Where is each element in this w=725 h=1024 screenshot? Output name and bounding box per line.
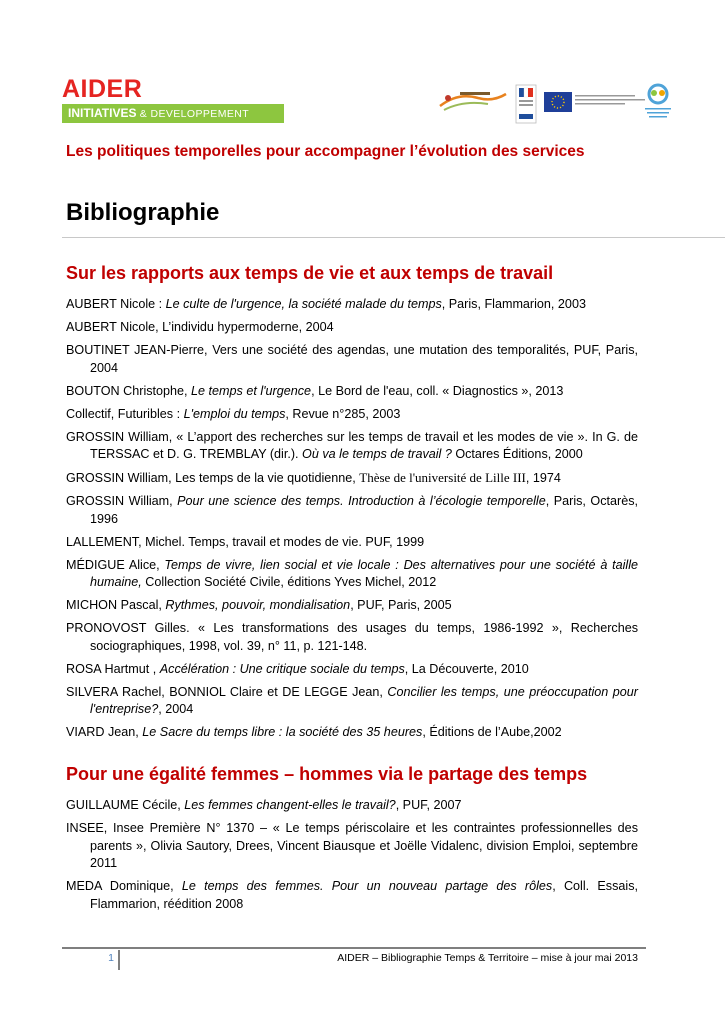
eu-flag-logo <box>544 92 572 112</box>
entry-text: AUBERT Nicole : <box>66 297 166 311</box>
entry-text: Collection Société Civile, éditions Yves Michel, 2012 <box>141 575 437 589</box>
entry-title-italic: Le Sacre du temps libre : la société des 35 heures <box>142 725 423 739</box>
entry-text: MEDA Dominique, <box>66 879 182 893</box>
entry-title-italic: Où va le temps de travail ? <box>302 447 452 461</box>
bibliography-entry <box>66 296 638 314</box>
bibliography-entry <box>66 820 638 873</box>
footer-text: AIDER – Bibliographie Temps & Territoire – mise à jour mai 2013 <box>337 952 638 964</box>
logo-tagline-bar <box>62 104 284 123</box>
bibliography-entry <box>66 493 638 528</box>
entry-text: MICHON Pascal, <box>66 598 166 612</box>
partner-logos <box>438 80 678 130</box>
rurban-logo <box>438 88 508 112</box>
entry-text: MÉDIGUE Alice, <box>66 557 165 572</box>
entry-text: GROSSIN William, <box>66 494 178 508</box>
bibliography-entry <box>66 797 638 815</box>
section-heading-2: Pour une égalité femmes – hommes via le partage des temps <box>66 764 588 784</box>
bibliography-entry <box>66 383 638 401</box>
entry-title-italic: Les femmes changent-elles le travail? <box>184 798 396 812</box>
bibliography-entry <box>66 684 638 719</box>
page-heading: Bibliographie <box>66 199 220 226</box>
entry-text: LALLEMENT, Michel. Temps, travail et modes de vie. PUF, 1999 <box>66 534 425 549</box>
bibliography-entry <box>66 429 638 464</box>
bibliography-entry <box>66 557 638 592</box>
entry-title-italic: Le culte de l'urgence, la société malade du temps <box>165 297 442 311</box>
bibliography-entry <box>66 469 638 488</box>
entry-text: , Le Bord de l'eau, coll. « Diagnostics », 2013 <box>311 383 564 398</box>
entry-text: , Coll. Essais, Flammarion, réédition 2008 <box>90 879 638 911</box>
bibliography-entry <box>66 620 638 655</box>
entry-text: Thèse de l'université de Lille III <box>359 470 526 485</box>
entry-text: , 2004 <box>158 702 194 716</box>
entry-text: SILVERA Rachel, BONNIOL Claire et DE LEGGE Jean, <box>66 684 388 699</box>
entry-text: PRONOVOST Gilles. « Les transformations des usages du temps, 1986-1992 », Recherches sociographiques, 1998, vol. 39, n° 11, p. 121-148. <box>66 621 638 653</box>
entry-title-italic: L'emploi du temps <box>183 406 286 421</box>
dater-logo <box>515 84 537 124</box>
document-title: Les politiques temporelles pour accompagner l’évolution des services <box>66 143 585 160</box>
bibliography-entry <box>66 597 638 615</box>
entry-title-italic: Pour une science des temps. Introduction à l’écologie temporelle <box>177 494 546 508</box>
entry-text: , 1974 <box>525 471 561 485</box>
page-number: 1 <box>108 952 114 964</box>
logo-tagline-bold: INITIATIVES <box>68 106 137 120</box>
entry-title-italic: Rythmes, pouvoir, mondialisation <box>165 598 351 612</box>
entry-text: Octares Éditions, 2000 <box>451 447 583 461</box>
entry-text: AUBERT Nicole, L’individu hypermoderne, 2004 <box>66 320 334 334</box>
entry-text: GROSSIN William, Les temps de la vie quotidienne, <box>66 471 360 485</box>
entry-title-italic: Le temps et l'urgence <box>191 383 312 398</box>
entry-text: , PUF, Paris, 2005 <box>350 598 452 612</box>
entry-text: BOUTON Christophe, <box>66 383 192 398</box>
entry-text: , PUF, 2007 <box>395 798 462 812</box>
bibliography-entry <box>66 661 638 679</box>
heading-divider <box>62 237 725 238</box>
entry-text: VIARD Jean, <box>66 725 143 739</box>
bibliography-entry <box>66 534 638 552</box>
entry-text: INSEE, Insee Première N° 1370 – « Le temps périscolaire et les contraintes professionnelles des parents », Olivia Sautory, Drees, Vincent Biausque et Joëlle Vidalenc, division Emploi, septembre 2011 <box>66 821 638 870</box>
footer-separator <box>118 950 120 970</box>
section-1-entries <box>66 296 638 742</box>
circle-logo <box>641 82 675 122</box>
entry-text: Collectif, Futuribles : <box>66 406 184 421</box>
bibliography-entry <box>66 406 638 424</box>
entry-title-italic: Accélération : Une critique sociale du temps <box>159 661 405 676</box>
entry-text: , Paris, Flammarion, 2003 <box>441 297 586 311</box>
bibliography-entry <box>66 342 638 377</box>
aider-logo <box>62 76 284 123</box>
section-heading-1: Sur les rapports aux temps de vie et aux temps de travail <box>66 263 554 283</box>
entry-text: , La Découverte, 2010 <box>404 661 529 676</box>
entry-text: BOUTINET JEAN-Pierre, Vers une société des agendas, une mutation des temporalités, PUF, Paris, 2004 <box>66 343 638 375</box>
bibliography-entry <box>66 724 638 742</box>
entry-text: , Revue n°285, 2003 <box>285 406 401 421</box>
bibliography-entry <box>66 319 638 337</box>
bibliography-entry <box>66 878 638 913</box>
section-2-entries <box>66 797 638 913</box>
entry-title-italic: Temps de vivre, lien social et vie locale : Des alternatives pour une société à taille humaine, <box>90 557 639 589</box>
entry-text: , Éditions de l’Aube,2002 <box>422 725 562 739</box>
logo-word: AIDER <box>62 75 143 103</box>
entry-text: GROSSIN William, « L’apport des recherches sur les temps de travail et les modes de vie ». In G. de TERSSAC et D. G. TREMBLAY (dir.). <box>66 429 638 461</box>
entry-text: GUILLAUME Cécile, <box>66 798 185 812</box>
footer-divider <box>62 947 646 949</box>
entry-title-italic: Concilier les temps, une préoccupation pour l'entreprise? <box>90 684 638 716</box>
logo-tagline-rest: & DEVELOPPEMENT <box>136 108 250 120</box>
entry-text: , Paris, Octarès, 1996 <box>90 494 639 526</box>
entry-text: ROSA Hartmut , <box>66 661 160 676</box>
entry-title-italic: Le temps des femmes. Pour un nouveau partage des rôles <box>181 879 553 893</box>
